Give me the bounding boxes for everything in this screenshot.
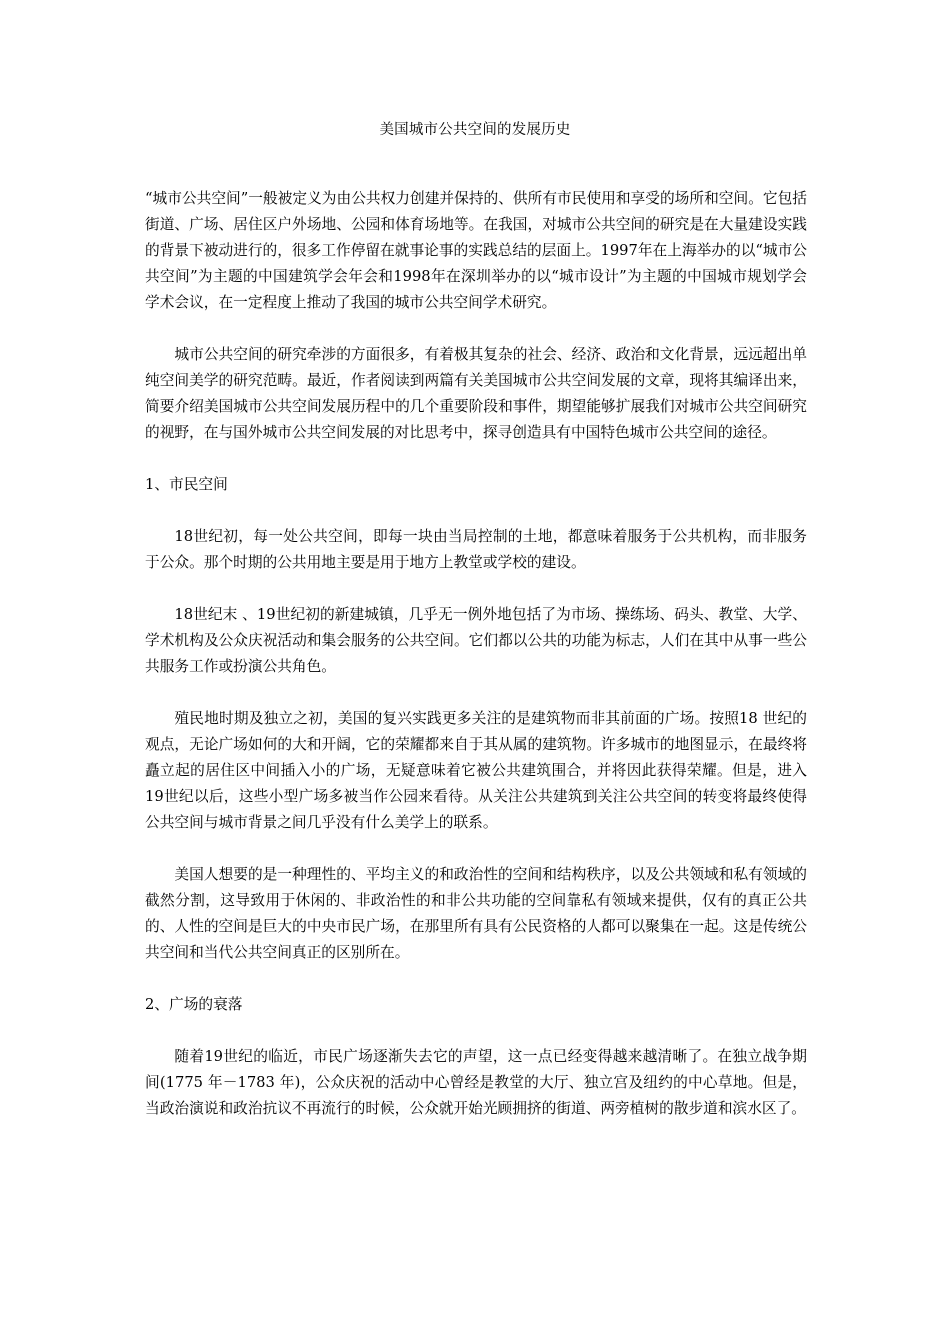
- paragraph-19th-century: 随着19世纪的临近，市民广场逐渐失去它的声望，这一点已经变得越来越清晰了。在独立战争期间(1775 年－1783 年)，公众庆祝的活动中心曾经是教堂的大厅、独立宫及纽约的中心草地。但是，当政治演说和政治抗议不再流行的时候，公众就开始光顾拥挤的街道、两旁植树的散步道和滨水区了。: [145, 1048, 807, 1117]
- section-heading-civic-space: 1、市民空间: [145, 476, 228, 493]
- section-heading-decline-of-squares: 2、广场的衰落: [145, 996, 243, 1013]
- document-title: 美国城市公共空间的发展历史: [379, 122, 571, 138]
- paragraph-new-towns: 18世纪末 、19世纪初的新建城镇，几乎无一例外地包括了为市场、操练场、码头、教堂、大学、学术机构及公众庆祝活动和集会服务的公共空间。它们都以公共的功能为标志，人们在其中从事一些公共服务工作或扮演公共角色。: [145, 606, 807, 675]
- paragraph-early-18th-century: 18世纪初，每一处公共空间，即每一块由当局控制的土地，都意味着服务于公共机构，而非服务于公众。那个时期的公共用地主要是用于地方上教堂或学校的建设。: [145, 528, 807, 571]
- paragraph-research-scope: 城市公共空间的研究牵涉的方面很多，有着极其复杂的社会、经济、政治和文化背景，远远超出单纯空间美学的研究范畴。最近，作者阅读到两篇有关美国城市公共空间发展的文章，现将其编译出来，简要介绍美国城市公共空间发展历程中的几个重要阶段和事件，期望能够扩展我们对城市公共空间研究的视野，在与国外城市公共空间发展的对比思考中，探寻创造具有中国特色城市公共空间的途径。: [145, 346, 807, 441]
- document-body: [145, 186, 807, 1148]
- paragraph-rational-order: 美国人想要的是一种理性的、平均主义的和政治性的空间和结构秩序，以及公共领域和私有领域的截然分割，这导致用于休闲的、非政治性的和非公共功能的空间靠私有领域来提供，仅有的真正公共的、人性的空间是巨大的中央市民广场，在那里所有具有公民资格的人都可以聚集在一起。这是传统公共空间和当代公共空间真正的区别所在。: [145, 866, 807, 961]
- paragraph-definition: “城市公共空间”一般被定义为由公共权力创建并保持的、供所有市民使用和享受的场所和空间。它包括街道、广场、居住区户外场地、公园和体育场地等。在我国，对城市公共空间的研究是在大量建设实践的背景下被动进行的，很多工作停留在就事论事的实践总结的层面上。1997年在上海举办的以“城市公共空间”为主题的中国建筑学会年会和1998年在深圳举办的以“城市设计”为主题的中国城市规划学会学术会议，在一定程度上推动了我国的城市公共空间学术研究。: [145, 190, 807, 311]
- paragraph-colonial-period: 殖民地时期及独立之初，美国的复兴实践更多关注的是建筑物而非其前面的广场。按照18 世纪的观点，无论广场如何的大和开阔，它的荣耀都来自于其从属的建筑物。许多城市的地图显示，在最终将矗立起的居住区中间插入小的广场，无疑意味着它被公共建筑围合，并将因此获得荣耀。但是，进入19世纪以后，这些小型广场多被当作公园来看待。从关注公共建筑到关注公共空间的转变将最终使得公共空间与城市背景之间几乎没有什么美学上的联系。: [145, 710, 807, 831]
